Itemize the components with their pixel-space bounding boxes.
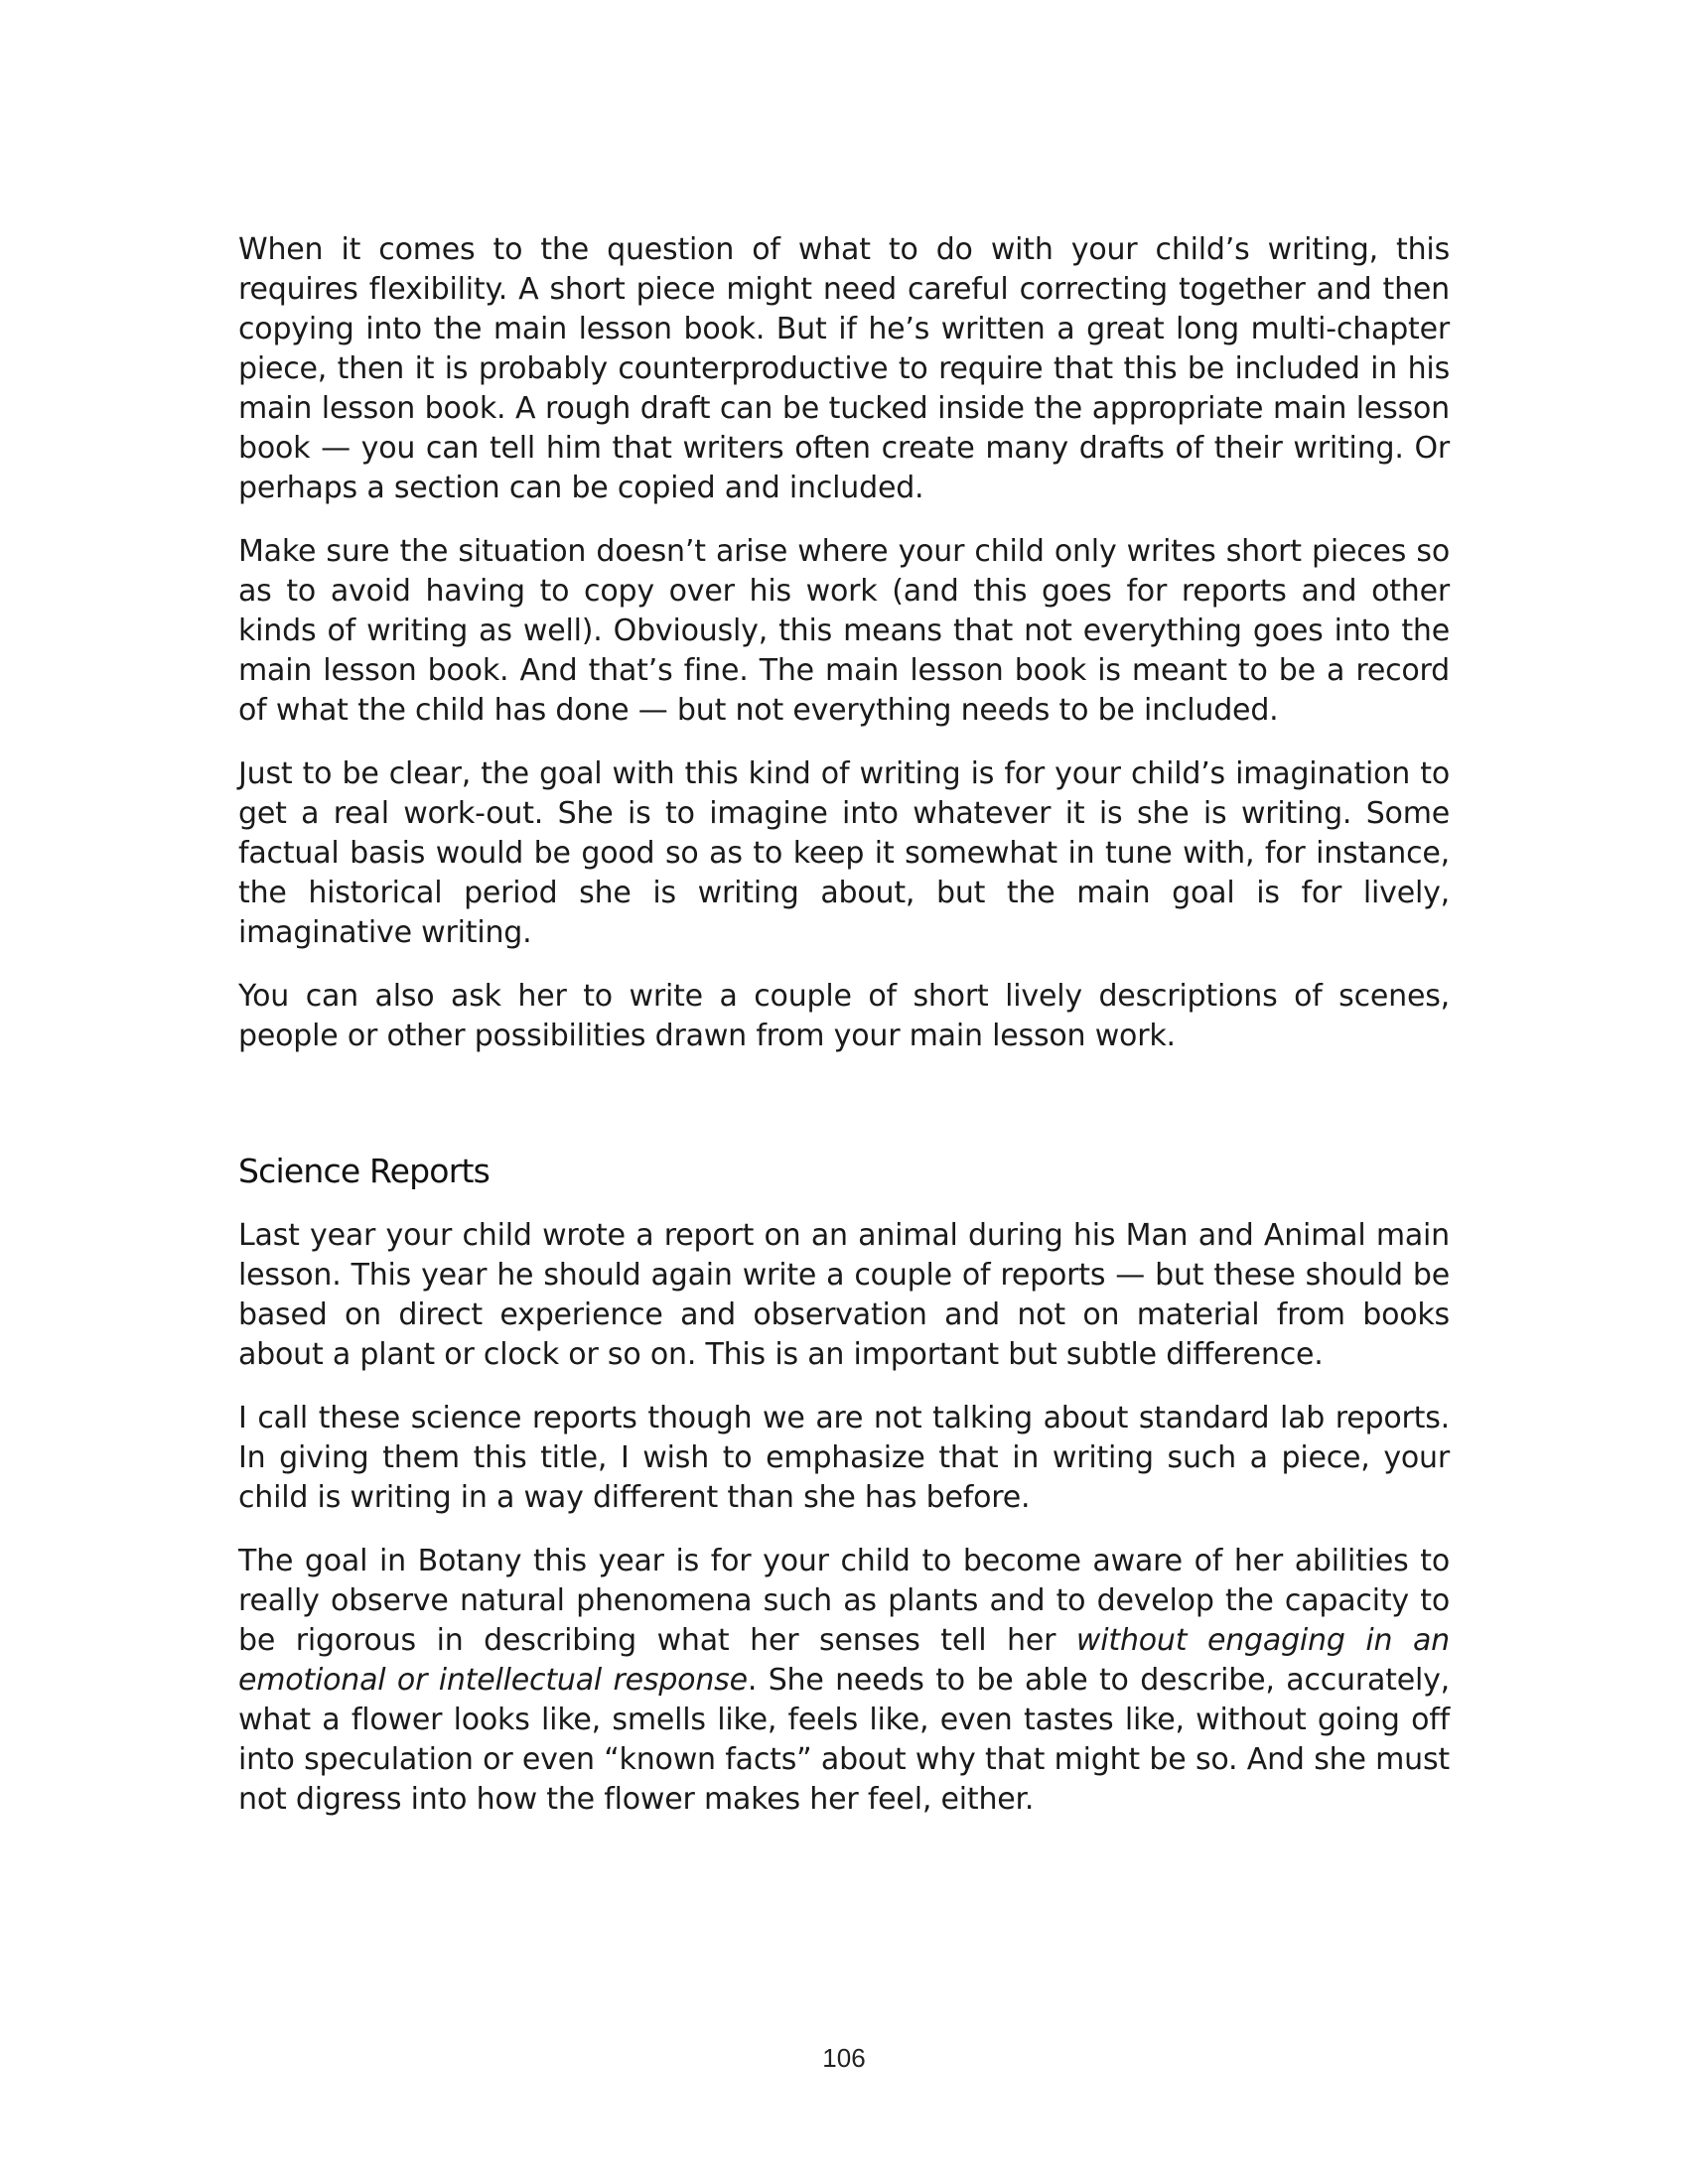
body-text-bottom (238, 1216, 1450, 1843)
paragraph: Last year your child wrote a report on an animal during his Man and Animal main lesson. This year he should again write a couple of reports — but these should be based on direct experience and observation and not on material from books about a plant or clock or so on. This is an important but subtle difference. (238, 1218, 1450, 1372)
paragraph-text: The goal in Botany this year is for your child to become aware of her abilities to really observe natural phenomena such as plants and to develop the capacity to be rigorous in describing what her senses tell her (238, 1544, 1450, 1658)
paragraph-text: . She needs to be able to describe, accurately, what a flower looks like, smells like, feels like, even tastes like, without going off into speculation or even “known facts” about why that might be so. And she must not digress into how the flower makes her feel, either. (238, 1663, 1450, 1817)
section-heading: Science Reports (238, 1152, 490, 1190)
paragraph: Make sure the situation doesn’t arise where your child only writes short pieces so as to avoid having to copy over his work (and this goes for reports and other kinds of writing as well). Obviously, this means that not everything goes into the main lesson book. And that’s fine. The main lesson book is meant to be a record of what the child has done — but not everything needs to be included. (238, 534, 1450, 728)
emphasized-text: without engaging in an emotional or intellectual response (238, 1623, 1450, 1698)
paragraph (238, 1542, 1450, 1820)
paragraph: I call these science reports though we are not talking about standard lab reports. In giving them this title, I wish to emphasize that in writing such a piece, your child is writing in a way different than she has before. (238, 1401, 1450, 1515)
paragraph: You can also ask her to write a couple of short lively descriptions of scenes, people or other possibilities drawn from your main lesson work. (238, 979, 1450, 1053)
paragraph: Just to be clear, the goal with this kind of writing is for your child’s imagination to get a real work-out. She is to imagine into whatever it is she is writing. Some factual basis would be good so as to keep it somewhat in tune with, for instance, the historical period she is writing about, but the main goal is for lively, imaginative writing. (238, 756, 1450, 950)
page-number: 106 (822, 2043, 866, 2073)
body-text-top (238, 230, 1450, 1080)
paragraph: When it comes to the question of what to do with your child’s writing, this requires flexibility. A short piece might need careful correcting together and then copying into the main lesson book. But if he’s written a great long multi-chapter piece, then it is probably counterproductive to require that this be included in his main lesson book. A rough draft can be tucked inside the appropriate main lesson book — you can tell him that writers often create many drafts of their writing. Or perhaps a section can be copied and included. (238, 232, 1450, 505)
